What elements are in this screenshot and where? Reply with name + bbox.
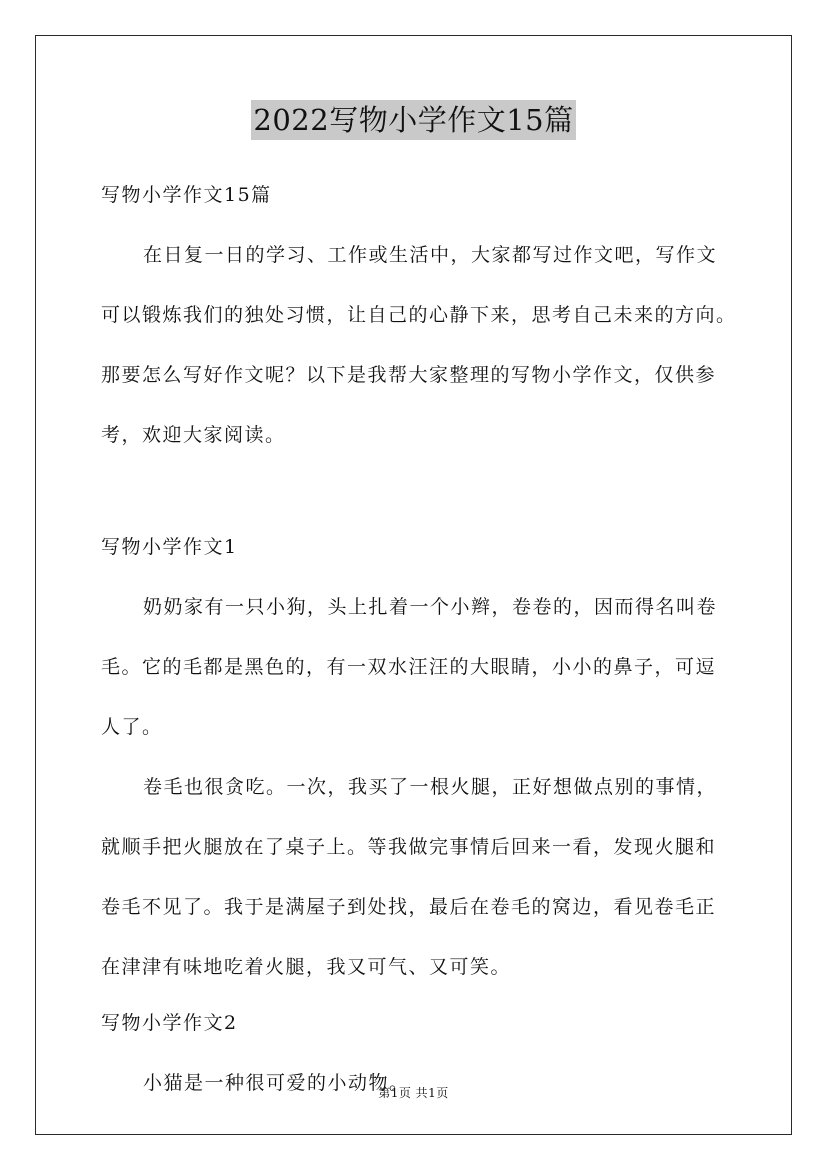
essay1-para1-line: 奶奶家有一只小狗，头上扎着一个小辫，卷卷的，因而得名叫卷 — [143, 596, 718, 618]
spacer — [101, 566, 736, 588]
spacer — [101, 626, 736, 648]
section-spacer — [101, 454, 736, 526]
page-footer: 第1页 共1页 — [378, 1086, 449, 1100]
document-body — [101, 176, 736, 1102]
intro-heading: 写物小学作文15篇 — [101, 184, 272, 206]
title-container — [0, 100, 827, 140]
intro-line: 考，欢迎大家阅读。 — [101, 424, 286, 446]
essay1-para1-line: 毛。它的毛都是黑色的，有一双水汪汪的大眼睛，小小的鼻子，可逗 — [101, 656, 717, 678]
essay1-para2-line: 卷毛不见了。我于是满屋子到处找，最后在卷毛的窝边，看见卷毛正 — [101, 896, 717, 918]
spacer — [101, 986, 736, 1004]
essay2-para1-line: 小猫是一种很可爱的小动物。 — [143, 1072, 410, 1094]
spacer — [101, 746, 736, 768]
essay1-heading: 写物小学作文1 — [101, 536, 238, 558]
intro-line: 那要怎么写好作文呢？以下是我帮大家整理的写物小学作文，仅供参 — [101, 364, 717, 386]
intro-line: 可以锻炼我们的独处习惯，让自己的心静下来，思考自己未来的方向。 — [101, 304, 737, 326]
spacer — [101, 274, 736, 296]
spacer — [101, 806, 736, 828]
essay1-para1-line: 人了。 — [101, 716, 163, 738]
essay1-para2-line: 在津津有味地吃着火腿，我又可气、又可笑。 — [101, 956, 512, 978]
essay1-para2-line: 卷毛也很贪吃。一次，我买了一根火腿，正好想做点别的事情， — [143, 776, 718, 798]
intro-line: 在日复一日的学习、工作或生活中，大家都写过作文吧，写作文 — [143, 244, 718, 266]
spacer — [101, 394, 736, 416]
spacer — [101, 686, 736, 708]
spacer — [101, 926, 736, 948]
spacer — [101, 866, 736, 888]
spacer — [101, 334, 736, 356]
essay2-heading: 写物小学作文2 — [101, 1012, 238, 1034]
spacer — [101, 214, 736, 236]
essay1-para2-line: 就顺手把火腿放在了桌子上。等我做完事情后回来一看，发现火腿和 — [101, 836, 717, 858]
document-title: 2022写物小学作文15篇 — [251, 100, 575, 140]
spacer — [101, 1042, 736, 1064]
